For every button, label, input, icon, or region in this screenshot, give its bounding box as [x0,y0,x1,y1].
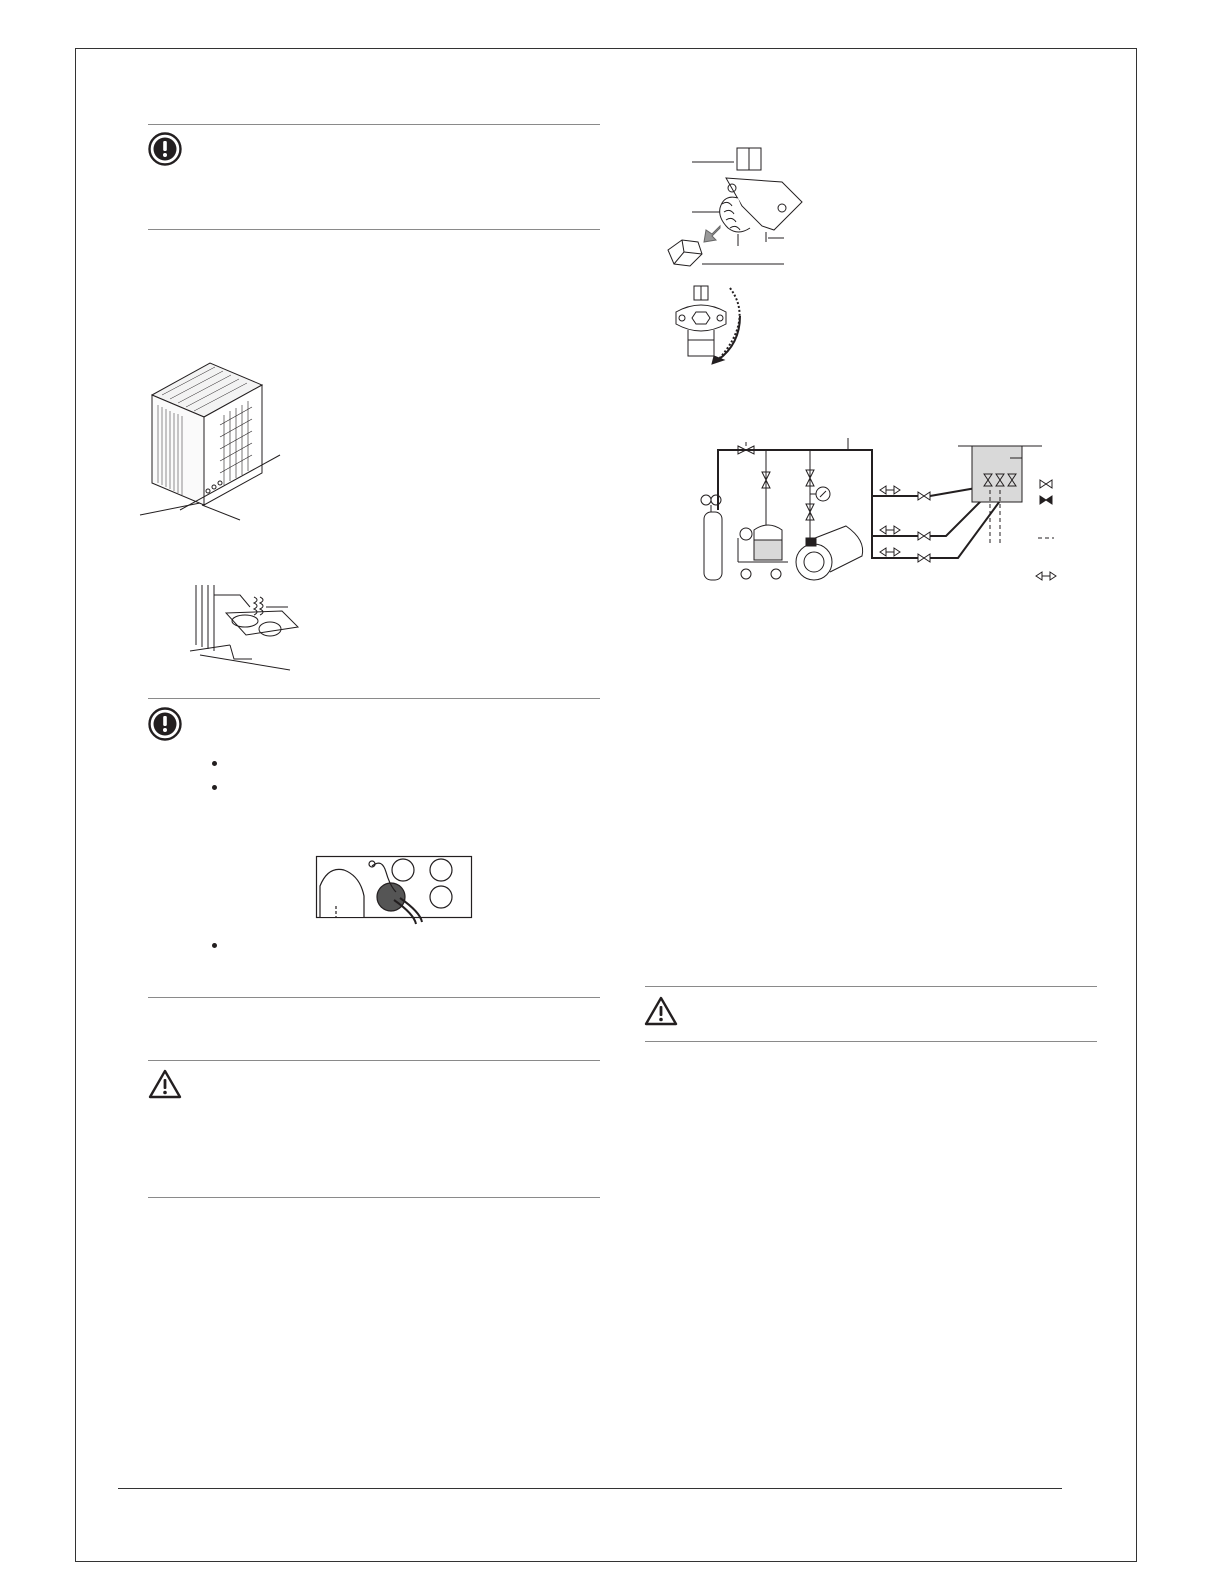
footer-rule [118,1488,1062,1489]
list-bullet [212,761,217,766]
notice-top-rule [148,124,600,125]
caution-right-bottom-rule [645,1041,1097,1042]
caution-bottom-rule [148,1197,600,1198]
page-frame [75,48,1137,1562]
section-rule [148,997,600,998]
pipe-outlet-bottom-plate-illustration [190,585,300,680]
caution-warning-icon [148,1069,182,1099]
vacuum-pump-piping-diagram [696,430,1062,590]
caution-warning-icon [644,996,678,1026]
knockout-plate-illustration [316,856,472,926]
notice-2-top-rule [148,698,600,699]
notice-bottom-rule [148,229,600,230]
caution-right-top-rule [645,986,1097,987]
list-bullet [212,943,217,948]
important-notice-icon [148,132,182,166]
service-valve-cap-removal-illustration [662,142,792,282]
important-notice-icon [148,707,182,741]
caution-top-rule [148,1060,600,1061]
list-bullet [212,785,217,790]
valve-open-rotation-illustration [668,282,748,367]
outdoor-unit-illustration [140,355,300,525]
